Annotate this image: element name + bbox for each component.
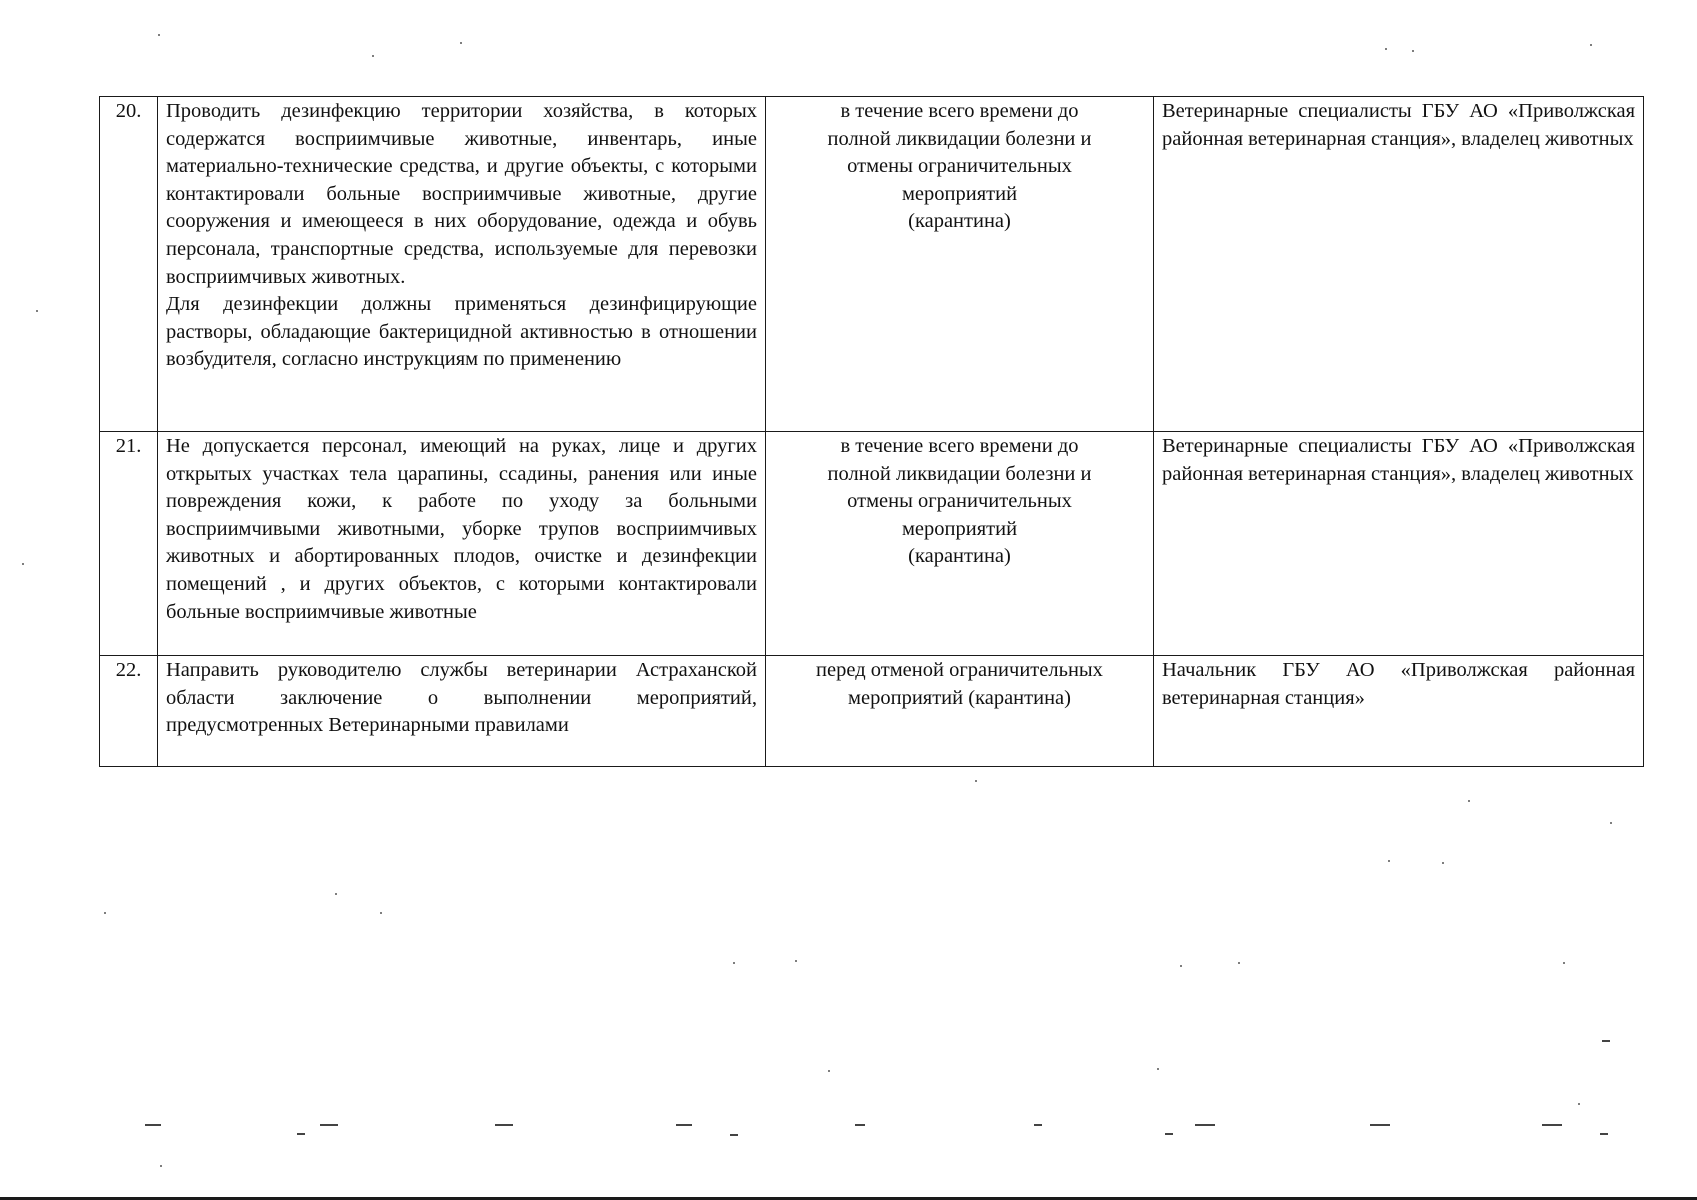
term-cell: в течение всего времени до полной ликвидации болезни и отмены ограничительных мероприятий (карантина) [766,432,1154,656]
action-paragraph: Проводить дезинфекцию территории хозяйства, в которых содержатся восприимчивые животные, инвентарь, иные материально-технические средства, и другие объекты, с которыми контактировали больные восприимчивые животные, другие сооружения и имеющееся в них оборудование, одежда и обувь персонала, транспортные средства, используемые для перевозки восприимчивых животных. [166,100,757,288]
measures-table [99,96,1644,767]
table-row [100,97,1644,432]
action-paragraph: Не допускается персонал, имеющий на руках, лице и других открытых участках тела царапины, ссадины, ранения или иные повреждения кожи, к работе по уходу за больными восприимчивыми животными, уборке трупов восприимчивых животных и абортированных плодов, очистке и дезинфекции помещений , и других объектов, с которыми контактировали больные восприимчивые животные [166,435,757,623]
action-paragraph: Для дезинфекции должны применяться дезинфицирующие растворы, обладающие бактерицидной активностью в отношении возбудителя, согласно инструкциям по применению [166,293,757,371]
row-number: 20. [100,97,158,432]
term-cell: перед отменой ограничительных мероприятий (карантина) [766,656,1154,767]
table-row [100,656,1644,767]
responsible-cell: Ветеринарные специалисты ГБУ АО «Приволжская районная ветеринарная станция», владелец животных [1154,97,1644,432]
action-cell [158,656,766,767]
responsible-cell: Ветеринарные специалисты ГБУ АО «Приволжская районная ветеринарная станция», владелец животных [1154,432,1644,656]
row-number: 21. [100,432,158,656]
action-cell [158,97,766,432]
row-number: 22. [100,656,158,767]
responsible-cell: Начальник ГБУ АО «Приволжская районная ветеринарная станция» [1154,656,1644,767]
term-cell: в течение всего времени до полной ликвидации болезни и отмены ограничительных мероприятий (карантина) [766,97,1154,432]
action-paragraph: Направить руководителю службы ветеринарии Астраханской области заключение о выполнении мероприятий, предусмотренных Ветеринарными правилами [166,659,757,737]
action-cell [158,432,766,656]
table-row [100,432,1644,656]
